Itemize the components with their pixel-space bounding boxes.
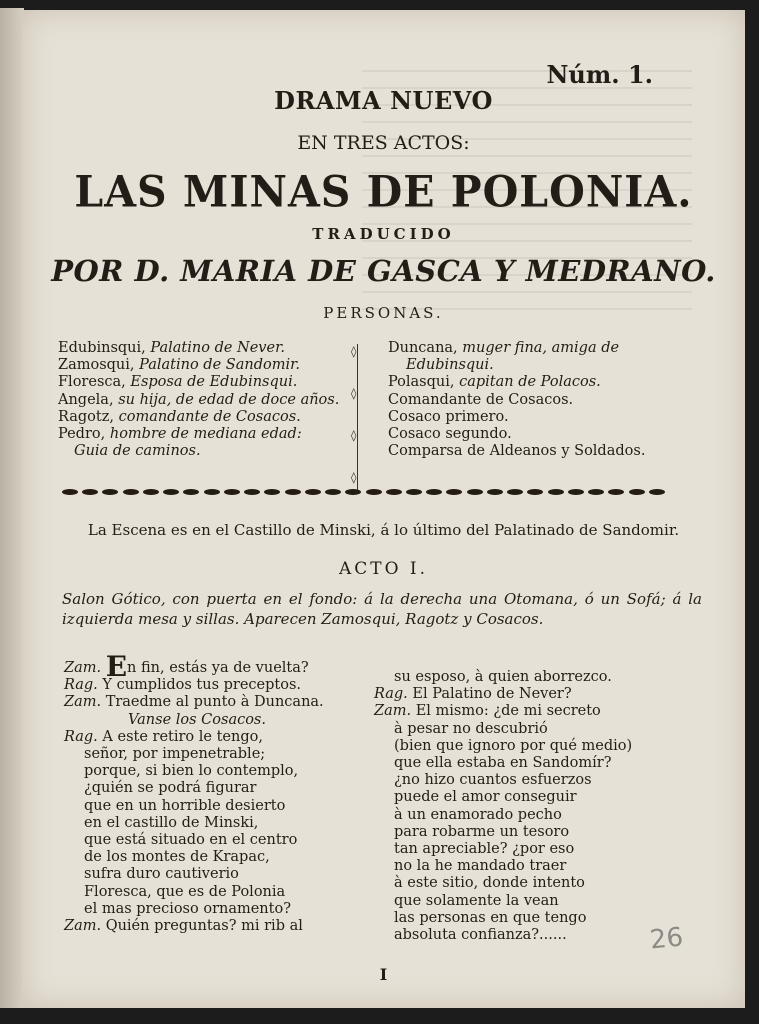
border-ornament-icon [62,489,78,495]
divider-ornament-icon: ◊ [351,429,357,442]
cast-name: Comparsa de Aldeanos y Soldados. [388,443,646,460]
border-ornament-icon [224,489,240,495]
cast-entry [58,409,339,426]
dialog-text: que ella estaba en Sandomír? [394,755,612,772]
dialog-text: no la he mandado traer [394,858,567,875]
acts-subheading: EN TRES ACTOS: [297,132,470,154]
dialog-text: Traedme al punto à Duncana. [105,694,324,711]
dialog-line [64,650,324,683]
dialog-line [64,866,324,883]
border-ornament-icon [588,489,604,495]
dialog-line [374,824,632,841]
book-spine [0,8,24,1008]
dialog-line [374,686,632,703]
dialog-line [374,893,632,910]
dialog-line [374,927,632,944]
divider-ornament-icon: ◊ [351,345,357,358]
drama-heading: DRAMA NUEVO [274,86,493,115]
dialog-line [374,755,632,772]
dialog-line [374,858,632,875]
dialog-text: El Palatino de Never? [412,686,572,703]
dialog-text: à pesar no descubrió [394,720,548,737]
cast-entry [58,374,339,391]
cast-name: Duncana, [388,340,463,356]
cast-role: Edubinsqui. [406,357,494,374]
divider-ornament-icon: ◊ [351,387,357,400]
drop-capital: E [105,650,128,683]
dialog-line [64,763,324,780]
border-ornament-icon [527,489,543,495]
cast-entry [388,357,645,374]
cast-name: Angela, [58,391,119,408]
cast-entry [58,357,339,374]
dialog-text: Floresca, que es de Polonia [84,883,286,900]
cast-name: Ragotz, [58,408,119,425]
dialog-line [64,712,324,729]
dialog-line [64,901,324,918]
cast-role: Palatino de Never. [150,340,286,356]
speaker-label: Zam. [64,694,106,711]
border-ornament-icon [366,489,382,495]
dialog-line [64,798,324,815]
dialog-line [374,875,632,892]
border-ornament-icon [183,489,199,495]
border-ornament-icon [406,489,422,495]
scene-line: La Escena es en el Castillo de Minski, á lo último del Palatinado de Sandomir. [87,521,680,539]
cast-name: Polasqui, [388,374,460,391]
cast-name: Edubinsqui, [58,340,151,356]
page-folio: I [379,965,388,984]
act-heading: ACTO I. [338,559,429,579]
speaker-label: Zam. [64,660,106,676]
dialog-line [64,832,324,849]
dialog-text: El mismo: ¿de mi secreto [415,703,601,720]
border-ornament-icon [264,489,280,495]
cast-role: Guia de caminos. [74,443,201,460]
dialog-line [64,884,324,901]
dialog-text: que está situado en el centro [84,832,298,849]
dialog-text: que en un horrible desierto [84,797,286,814]
dialog-line [374,721,632,738]
dialog-column-right [374,669,632,944]
dialog-line [374,841,632,858]
dialog-text: Y cumplidos tus preceptos. [102,677,302,694]
border-ornament-icon [608,489,624,495]
border-ornament-icon [649,489,665,495]
dialog-line [374,807,632,824]
speaker-label: Zam. [374,703,416,720]
dialog-text: tan apreciable? ¿por eso [394,841,575,858]
border-ornament-icon [285,489,301,495]
dialog-text: puede el amor conseguir [394,789,577,806]
cast-role: Esposa de Edubinsqui. [130,374,298,391]
cast-role: capitan de Polacos. [459,374,601,391]
dialog-text: à un enamorado pecho [394,806,562,823]
dialog-text: en el castillo de Minski, [84,814,259,831]
speaker-label: Zam. [64,918,106,935]
cast-entry [58,392,339,409]
cast-list-left [58,340,339,460]
speaker-label: Rag. [64,677,103,694]
dialog-line [374,789,632,806]
cast-entry [58,426,339,443]
cast-role: muger fina, amiga de [462,340,620,356]
dialog-text: ¿quién se podrá figurar [84,780,257,797]
cast-role: Palatino de Sandomir. [139,357,301,374]
border-ornament-icon [426,489,442,495]
border-ornament-icon [548,489,564,495]
dialog-text: Vanse los Cosacos. [128,711,266,728]
speaker-label: Rag. [64,728,103,745]
cast-entry [58,340,339,357]
dialog-text: de los montes de Krapac, [84,849,270,866]
border-ornament-icon [123,489,139,495]
cast-name: Cosaco primero. [388,408,509,425]
dialog-line [64,918,324,935]
border-ornament-icon [345,489,361,495]
cast-entry [388,443,645,460]
cast-entry [388,392,645,409]
border-ornament-icon [446,489,462,495]
border-ornament-icon [467,489,483,495]
dialog-text: las personas en que tengo [394,909,587,926]
dialog-line [64,729,324,746]
dialog-text: que solamente la vean [394,892,559,909]
border-ornament-icon [163,489,179,495]
author-line: POR D. MARIA DE GASCA Y MEDRANO. [51,254,716,288]
dialog-line [64,849,324,866]
border-ornament-icon [143,489,159,495]
cast-entry [388,340,645,357]
dialog-text: el mas precioso ornamento? [84,900,291,917]
border-ornament-icon [487,489,503,495]
number-label: Núm. 1. [546,60,653,89]
cast-entry [388,374,645,391]
dialog-line [374,738,632,755]
border-ornament-icon [629,489,645,495]
dialog-text: à este sitio, donde intento [394,875,585,892]
dialog-line [374,772,632,789]
cast-role: hombre de mediana edad: [109,426,302,443]
dialog-text: sufra duro cautiverio [84,866,239,883]
border-ornament-icon [82,489,98,495]
divider-ornament-icon: ◊ [351,471,357,484]
cast-name: Pedro, [58,426,110,443]
dialog-text: n fin, estás ya de vuelta? [127,660,309,676]
personas-heading: PERSONAS. [323,304,444,322]
dialog-line [64,677,324,694]
border-ornament-icon [244,489,260,495]
dialog-text: A este retiro le tengo, [102,728,263,745]
play-title: LAS MINAS DE POLONIA. [74,166,693,218]
dialog-text: Quién preguntas? mi rib al [105,918,303,935]
dialog-text: señor, por impenetrable; [84,746,266,763]
cast-name: Cosaco segundo. [388,426,512,443]
cast-role: comandante de Cosacos. [118,408,301,425]
dialog-line [374,910,632,927]
dialog-line [64,694,324,711]
dialog-line [64,746,324,763]
speaker-label: Rag. [374,686,413,703]
ornamental-border [62,483,665,501]
dialog-text: su esposo, à quien aborrezco. [394,669,612,685]
dialog-text: ¿no hizo cuantos esfuerzos [394,772,592,789]
pencil-annotation: 26 [648,922,685,956]
border-ornament-icon [325,489,341,495]
stage-direction: Salon Gótico, con puerta en el fondo: á la derecha una Otomana, ó un Sofá; á la izquierda mesa y sillas. Aparecen Zamosqui, Ragotz y Cosacos. [62,590,702,628]
cast-entry [388,426,645,443]
cast-entry [388,409,645,426]
translated-label: TRADUCIDO [312,225,455,243]
dialog-line [374,669,632,686]
border-ornament-icon [568,489,584,495]
cast-divider [357,344,358,490]
cast-name: Floresca, [58,374,131,391]
dialog-text: para robarme un tesoro [394,823,570,840]
border-ornament-icon [386,489,402,495]
book-page [22,10,745,1008]
cast-entry [58,443,339,460]
dialog-column-left [64,650,324,935]
dialog-text: porque, si bien lo contemplo, [84,763,299,780]
cast-name: Comandante de Cosacos. [388,391,574,408]
dialog-text: absoluta confianza?...... [394,927,567,944]
cast-name: Zamosqui, [58,357,140,374]
dialog-line [64,815,324,832]
border-ornament-icon [102,489,118,495]
cast-list-right [388,340,645,460]
cast-role: su hija, de edad de doce años. [118,391,340,408]
dialog-line [374,703,632,720]
dialog-line [64,780,324,797]
border-ornament-icon [507,489,523,495]
dialog-text: (bien que ignoro por qué medio) [394,737,633,754]
border-ornament-icon [305,489,321,495]
border-ornament-icon [204,489,220,495]
